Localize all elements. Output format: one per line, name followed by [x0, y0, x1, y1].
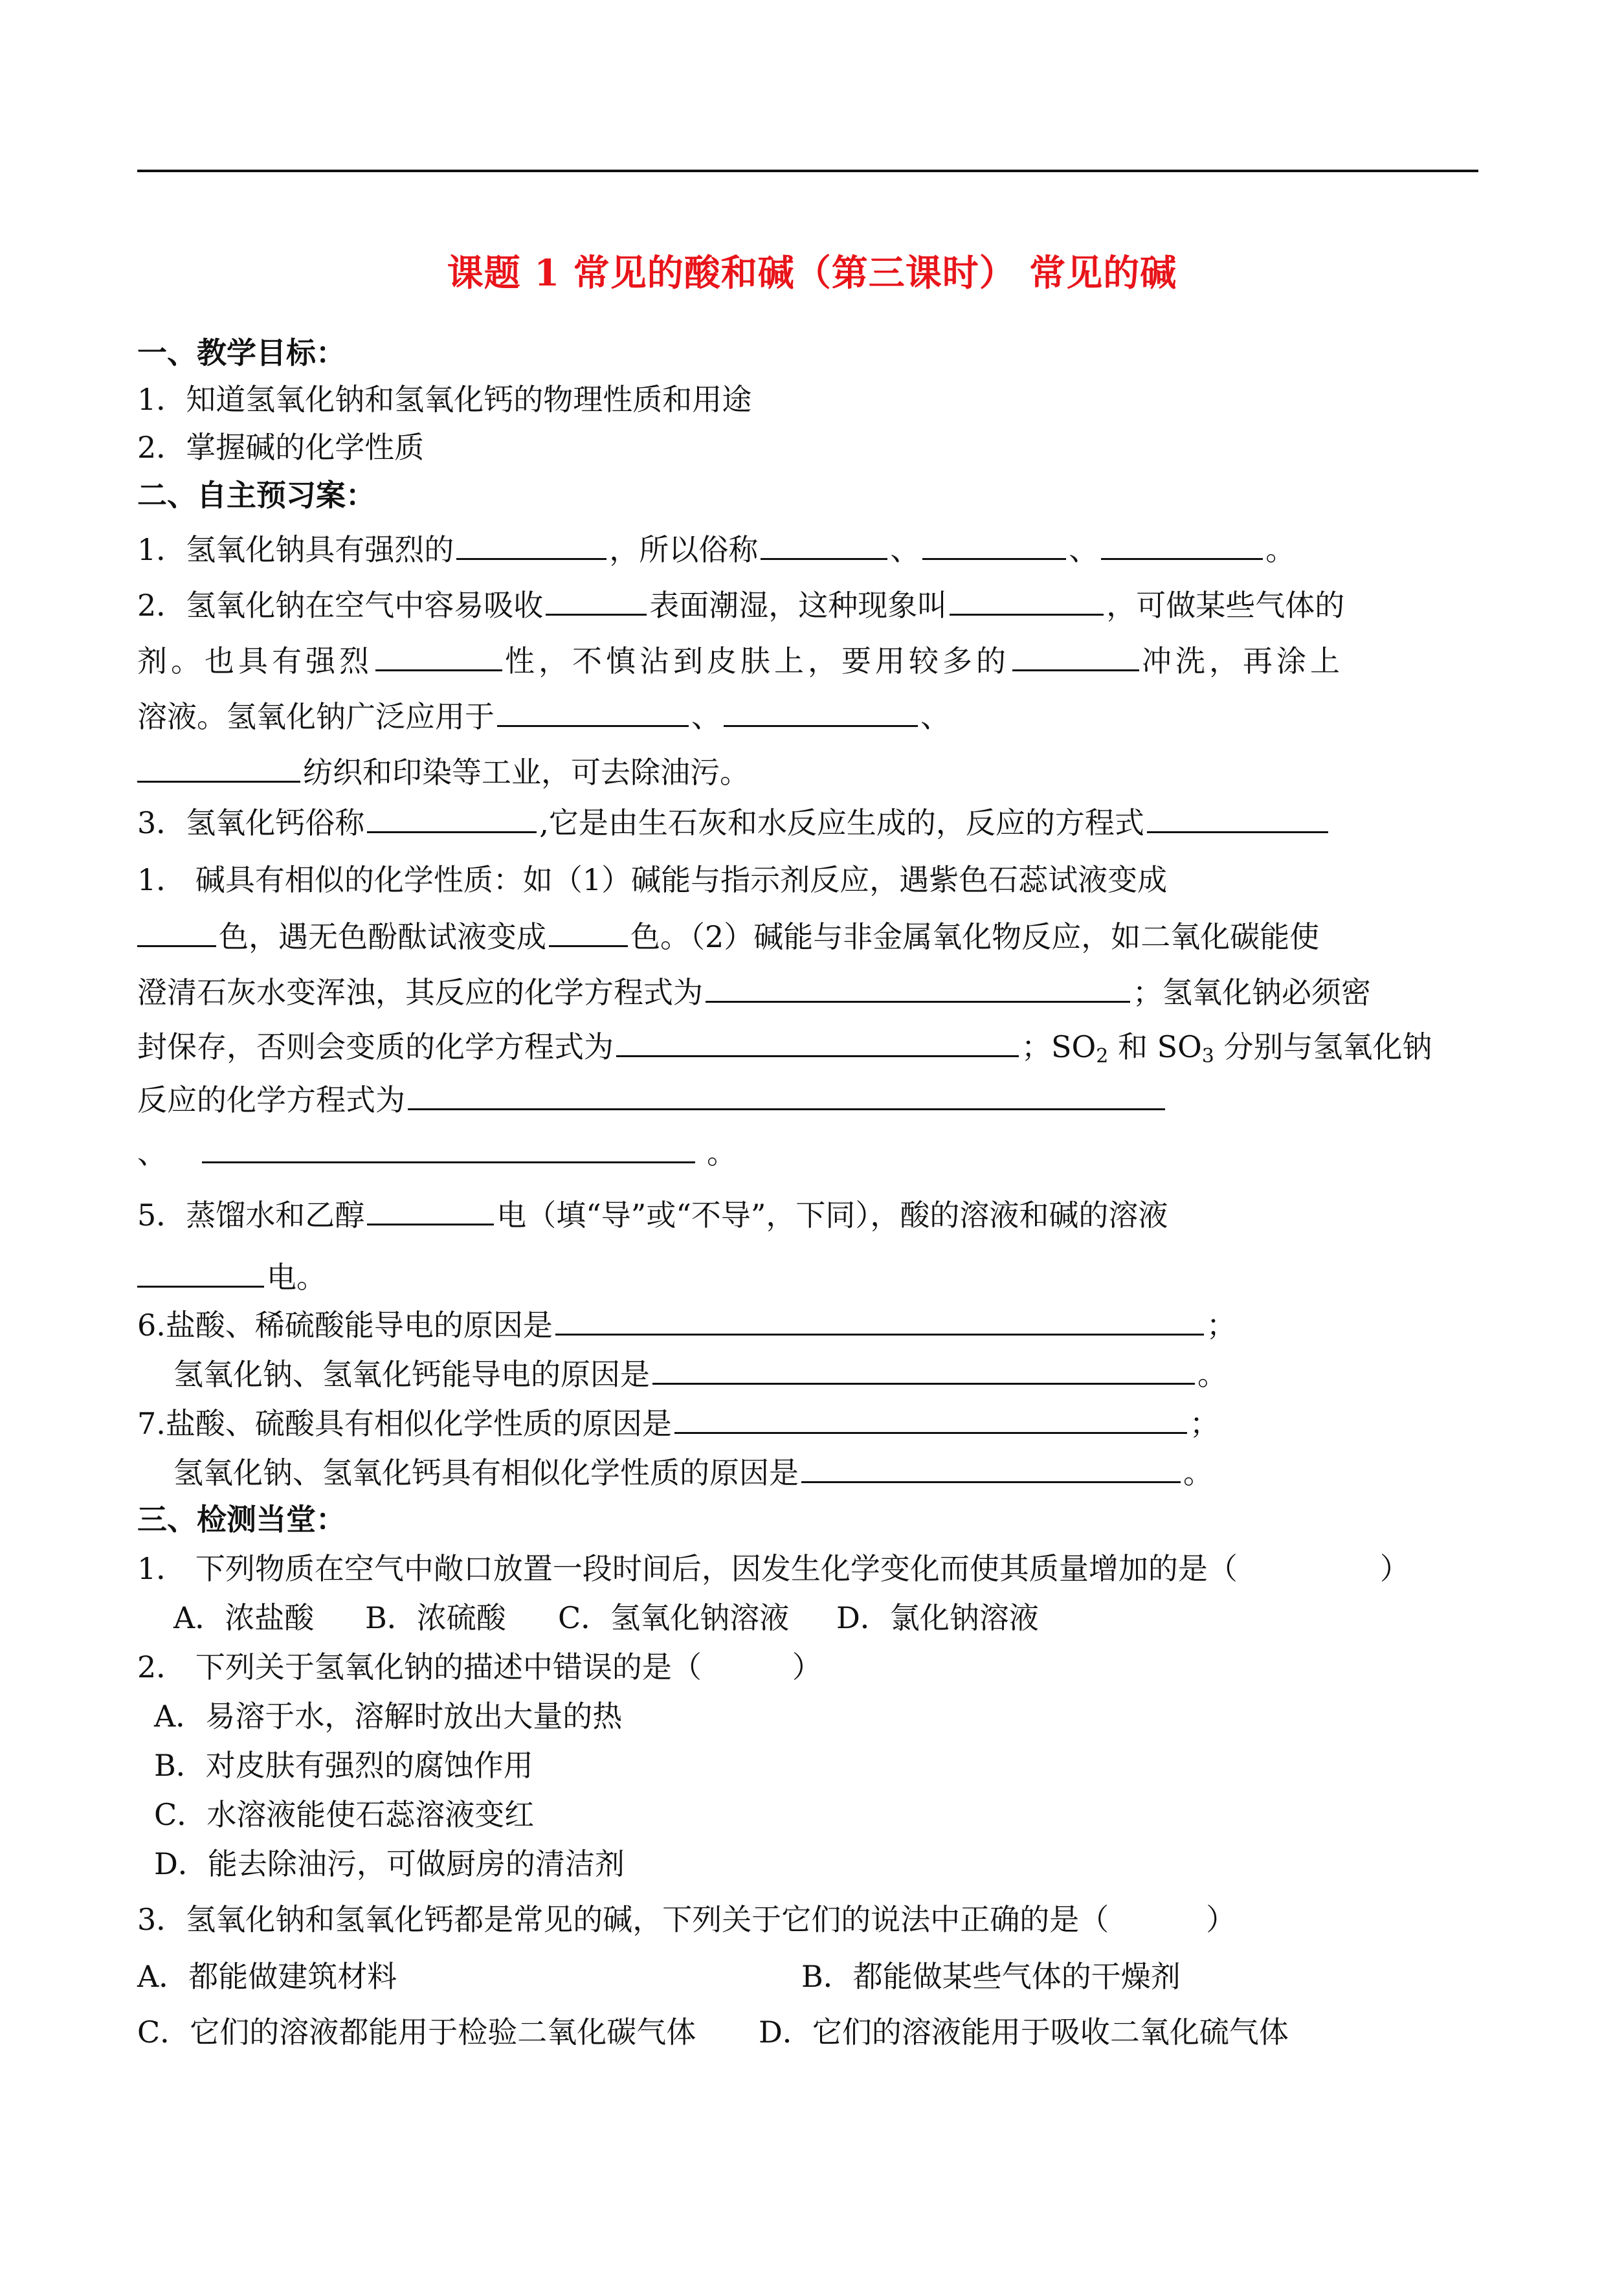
preview-q6-line1: 6.盐酸、稀硫酸能导电的原因是 ； — [137, 1305, 1236, 1344]
header-rule — [137, 170, 1478, 172]
blank — [367, 1195, 494, 1225]
document-title: 课题 1 常见的酸和碱（第三课时） 常见的碱 — [447, 252, 1177, 295]
option-d[interactable]: D．氯化钠溶液 — [836, 1600, 1039, 1635]
section-3-heading: 三、检测当堂： — [137, 1502, 346, 1537]
option-a[interactable]: A．浓盐酸 — [173, 1600, 315, 1635]
blank — [652, 1354, 1195, 1385]
blank — [922, 530, 1066, 560]
blank — [1012, 641, 1139, 671]
preview-q7-line1: 7.盐酸、硫酸具有相似化学性质的原因是 ； — [137, 1404, 1219, 1442]
test-q2-option-c[interactable]: C．水溶液能使石蕊溶液变红 — [154, 1797, 535, 1832]
preview-q4-line3: 澄清石灰水变浑浊，其反应的化学方程式为 ；氢氧化钠必须密 — [137, 972, 1371, 1011]
option-c[interactable]: C．氢氧化钠溶液 — [558, 1600, 790, 1635]
blank — [674, 1404, 1187, 1434]
preview-q4-line4: 封保存，否则会变质的化学方程式为 ；$SO_2$ 和 $SO_3$ 分别与氢氧化钠 — [137, 1027, 1432, 1066]
blank — [1101, 530, 1263, 560]
test-q3-stem: 3．氢氧化钠和氢氧化钙都是常见的碱，下列关于它们的说法中正确的是（ ） — [137, 1902, 1236, 1937]
blank — [137, 1257, 264, 1288]
preview-q3: 3．氢氧化钙俗称 ,它是由生石灰和水反应生成的，反应的方程式 — [137, 803, 1331, 842]
blank — [724, 697, 918, 727]
test-q2-option-a[interactable]: A．易溶于水，溶解时放出大量的热 — [154, 1699, 623, 1734]
option-b[interactable]: B．都能做某些气体的干燥剂 — [801, 1959, 1181, 1994]
option-b[interactable]: B．浓硫酸 — [365, 1600, 506, 1635]
option-c[interactable]: C．它们的溶液都能用于检验二氧化碳气体 — [137, 2015, 696, 2050]
preview-q6-line2: 氢氧化钠、氢氧化钙能导电的原因是 。 — [173, 1354, 1227, 1393]
preview-q5-line1: 5．蒸馏水和乙醇 电（填“导”或“不导”，下同），酸的溶液和碱的溶液 — [137, 1195, 1168, 1234]
test-q2-option-d[interactable]: D．能去除油污，可做厨房的清洁剂 — [154, 1846, 625, 1881]
blank — [456, 530, 606, 560]
test-q3-options-row1 — [137, 1958, 1181, 1995]
blank — [616, 1027, 1019, 1057]
test-q2-option-b[interactable]: B．对皮肤有强烈的腐蚀作用 — [154, 1748, 533, 1783]
blank — [555, 1305, 1204, 1336]
preview-q2-line4: 纺织和印染等工业，可去除油污。 — [137, 752, 750, 791]
blank — [375, 641, 502, 671]
blank — [950, 585, 1104, 616]
preview-q7-line2: 氢氧化钠、氢氧化钙具有相似化学性质的原因是 。 — [173, 1453, 1213, 1492]
blank — [202, 1133, 695, 1163]
option-a[interactable]: A．都能做建筑材料 — [137, 1959, 397, 1994]
preview-q4-line5: 反应的化学方程式为 — [137, 1080, 1168, 1119]
blank — [137, 917, 216, 947]
test-q3-options-row2 — [137, 2013, 1289, 2051]
blank — [546, 585, 647, 616]
objective-1: 1．知道氢氧化钠和氢氧化钙的物理性质和用途 — [137, 382, 752, 417]
test-q2-stem: 2． 下列关于氢氧化钠的描述中错误的是（ ） — [137, 1650, 822, 1684]
test-q1-stem: 1． 下列物质在空气中敞口放置一段时间后，因发生化学变化而使其质量增加的是（ ） — [137, 1551, 1410, 1586]
blank — [761, 530, 887, 560]
preview-q1: 1．氢氧化钠具有强烈的 ，所以俗称 、 、 。 — [137, 530, 1295, 568]
preview-q4-line6: 、 。 — [137, 1133, 737, 1172]
blank — [1147, 803, 1328, 833]
blank — [137, 752, 300, 783]
blank — [549, 917, 628, 947]
option-d[interactable]: D．它们的溶液能用于吸收二氧化硫气体 — [759, 2015, 1289, 2050]
blank — [801, 1453, 1181, 1483]
blank — [367, 803, 537, 833]
test-q1-options — [173, 1599, 1039, 1637]
blank — [497, 697, 689, 727]
preview-q2-line1: 2．氢氧化钠在空气中容易吸收 表面潮湿，这种现象叫 ，可做某些气体的 — [137, 585, 1344, 624]
preview-q2-line3: 溶液。氢氧化钠广泛应用于 、 、 — [137, 697, 950, 735]
blank — [706, 972, 1130, 1003]
preview-q5-line2: 电。 — [137, 1257, 326, 1296]
blank — [408, 1080, 1165, 1110]
section-2-heading: 二、自主预习案： — [137, 478, 375, 513]
preview-q4-line2: 色，遇无色酚酞试液变成 色。（2）碱能与非金属氧化物反应，如二氧化碳能使 — [137, 917, 1319, 956]
objective-2: 2．掌握碱的化学性质 — [137, 430, 425, 465]
section-1-heading: 一、教学目标： — [137, 335, 346, 370]
preview-q2-line2: 剂。也具有强烈 性，不慎沾到皮肤上，要用较多的 冲洗，再涂上 — [137, 641, 1344, 680]
preview-q4-line1: 1． 碱具有相似的化学性质：如（1）碱能与指示剂反应，遇紫色石蕊试液变成 — [137, 862, 1168, 897]
